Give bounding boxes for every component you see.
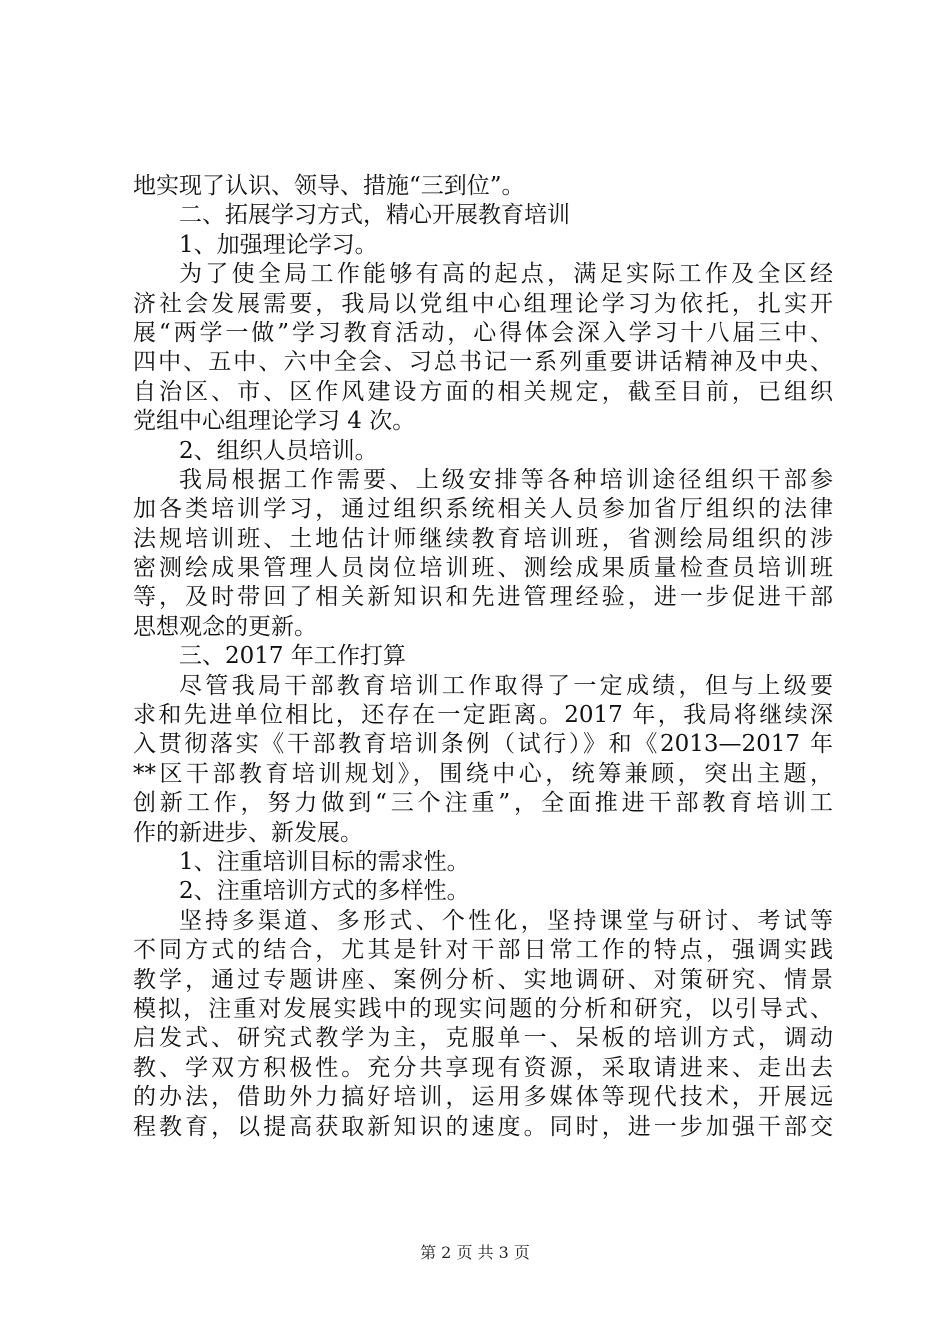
text-line: 二、拓展学习方式，精心开展教育培训 <box>179 202 570 229</box>
document-body <box>133 172 833 1142</box>
text-line: 思想观念的更新。 <box>133 613 317 640</box>
text-line: 加各类培训学习，通过组织系统相关人员参加省厅组织的法律 <box>133 496 833 523</box>
text-line: 入贯彻落实《干部教育培训条例（试行）》和《2013—2017 年 <box>133 731 833 758</box>
text-line: 创新工作，努力做到“三个注重”，全面推进干部教育培训工 <box>133 790 833 817</box>
text-line: 密测绘成果管理人员岗位培训班、测绘成果质量检查员培训班 <box>133 555 833 582</box>
text-line: **区干部教育培训规划》，围绕中心，统筹兼顾，突出主题， <box>133 760 833 787</box>
page-footer: 第 2 页 共 3 页 <box>420 1243 530 1262</box>
text-line: 党组中心组理论学习 4 次。 <box>133 408 416 435</box>
text-line: 教、学双方积极性。充分共享现有资源，采取请进来、走出去 <box>133 1054 833 1081</box>
text-line: 展“两学一做”学习教育活动，心得体会深入学习十八届三中、 <box>133 319 833 346</box>
text-line: 坚持多渠道、多形式、个性化，坚持课堂与研讨、考试等 <box>179 907 833 934</box>
text-line: 地实现了认识、领导、措施“三到位”。 <box>133 173 525 199</box>
text-line: 模拟，注重对发展实践中的现实问题的分析和研究，以引导式、 <box>133 995 833 1022</box>
text-line: 1、加强理论学习。 <box>179 231 378 258</box>
text-line: 为了使全局工作能够有高的起点，满足实际工作及全区经 <box>179 261 833 288</box>
text-line: 1、注重培训目标的需求性。 <box>179 848 470 875</box>
text-line: 的办法，借助外力搞好培训，运用多媒体等现代技术，开展远 <box>133 1084 833 1111</box>
text-line: 程教育，以提高获取新知识的速度。同时，进一步加强干部交 <box>133 1113 833 1140</box>
text-line: 尽管我局干部教育培训工作取得了一定成绩，但与上级要 <box>179 672 833 699</box>
text-line: 教学，通过专题讲座、案例分析、实地调研、对策研究、情景 <box>133 966 833 993</box>
text-line: 2、注重培训方式的多样性。 <box>179 878 470 905</box>
text-line: 自治区、市、区作风建设方面的相关规定，截至目前，已组织 <box>133 378 833 405</box>
text-line: 等，及时带回了相关新知识和先进管理经验，进一步促进干部 <box>133 584 833 611</box>
text-line: 三、2017 年工作打算 <box>179 643 406 670</box>
text-line: 作的新进步、新发展。 <box>133 819 363 846</box>
text-line: 2、组织人员培训。 <box>179 437 378 464</box>
text-line: 法规培训班、土地估计师继续教育培训班，省测绘局组织的涉 <box>133 525 833 552</box>
text-line: 启发式、研究式教学为主，克服单一、呆板的培训方式，调动 <box>133 1025 833 1052</box>
text-line: 我局根据工作需要、上级安排等各种培训途径组织干部参 <box>179 466 833 493</box>
text-line: 求和先进单位相比，还存在一定距离。2017 年，我局将继续深 <box>133 702 833 729</box>
text-line: 四中、五中、六中全会、习总书记一系列重要讲话精神及中央、 <box>133 349 833 376</box>
text-line: 不同方式的结合，尤其是针对干部日常工作的特点，强调实践 <box>133 937 833 964</box>
text-line: 济社会发展需要，我局以党组中心组理论学习为依托，扎实开 <box>133 290 833 317</box>
